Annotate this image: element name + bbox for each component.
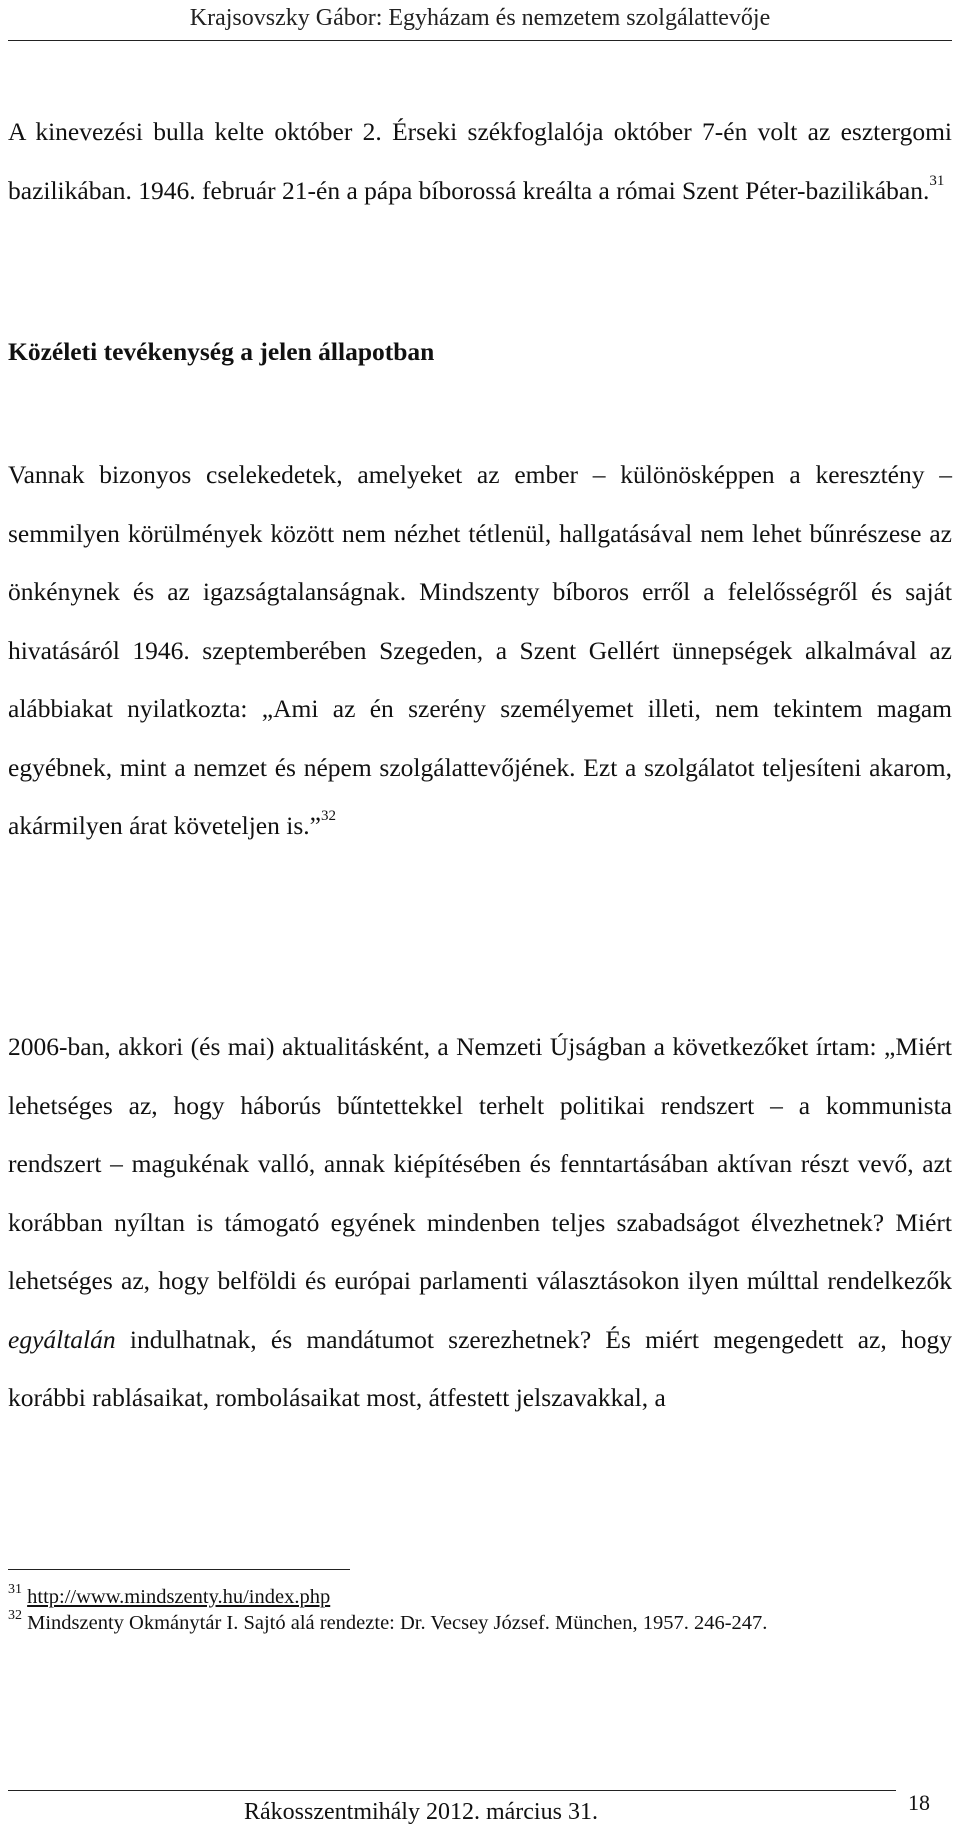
- paragraph-appointment: [8, 103, 952, 220]
- header-divider: [8, 40, 952, 41]
- footnote-32: [8, 1610, 952, 1636]
- footer-place-date: Rákosszentmihály 2012. március 31.: [244, 1799, 598, 1825]
- paragraph-text: Vannak bizonyos cselekedetek, amelyeket az ember – különösképpen a keresztény – semmilyen körülmények között nem nézhet tétlenül, hallgatásával nem lehet bűnrészese az önkénynek és az igazságtalanságnak. Mindszenty bíboros erről a felelősségről és saját hivatásáról 1946. szeptemberében Szegeden, a Szent Gellért ünnepségek alkalmával az alábbiakat nyilatkozta: „Ami az én szerény személyemet illeti, nem tekintem magam egyébnek, mint a nemzet és népem szolgálattevőjének. Ezt a szolgálatot teljesíteni akarom, akármilyen árat követeljen is.”: [8, 460, 952, 840]
- paragraph-text: A kinevezési bulla kelte október 2. Érseki székfoglalója október 7-én volt az esztergomi bazilikában. 1946. február 21-én a pápa bíborossá kreálta a római Szent Péter-bazilikában.: [8, 117, 952, 205]
- footnote-number: 31: [8, 1582, 22, 1597]
- footnote-31: [8, 1584, 952, 1610]
- emphasized-word: egyáltalán: [8, 1324, 116, 1354]
- section-heading: Közéleti tevékenység a jelen állapotban: [8, 337, 435, 366]
- footnote-ref-32[interactable]: 32: [320, 808, 336, 824]
- running-header: Krajsovszky Gábor: Egyházam és nemzetem szolgálattevője: [189, 5, 771, 31]
- paragraph-responsibility: [8, 446, 952, 856]
- paragraph-text-part1: 2006-ban, akkori (és mai) aktualitásként, a Nemzeti Újságban a következőket írtam: „Miért lehetséges az, hogy háborús bűntettekkel terhelt politikai rendszert – a kommunista rendszert – magukénak valló, annak kiépítésében és fenntartásában aktívan részt vevő, azt korábban nyíltan is támogató egyének mindenben teljes szabadságot élvezhetnek? Miért lehetséges az, hogy belföldi és európai parlamenti választásokon ilyen múlttal rendelkezők: [8, 1032, 952, 1295]
- footnote-text: Mindszenty Okmánytár I. Sajtó alá rendezte: Dr. Vecsey József. München, 1957. 246-247.: [27, 1612, 768, 1634]
- page-number: 18: [908, 1790, 930, 1815]
- footnote-link[interactable]: http://www.mindszenty.hu/index.php: [27, 1586, 331, 1608]
- paragraph-text-part2: indulhatnak, és mandátumot szerezhetnek? És miért megengedett az, hogy korábbi rablásaikat, rombolásaikat most, átfestett jelszavakkal, a: [8, 1324, 953, 1412]
- document-page: [8, 0, 952, 1833]
- footer-divider: [8, 1790, 896, 1791]
- paragraph-2006-article: [8, 1018, 952, 1428]
- footnote-number: 32: [8, 1608, 22, 1623]
- footnotes-section: [8, 1584, 952, 1636]
- footnote-separator: [8, 1569, 350, 1570]
- footnote-ref-31[interactable]: 31: [929, 172, 945, 189]
